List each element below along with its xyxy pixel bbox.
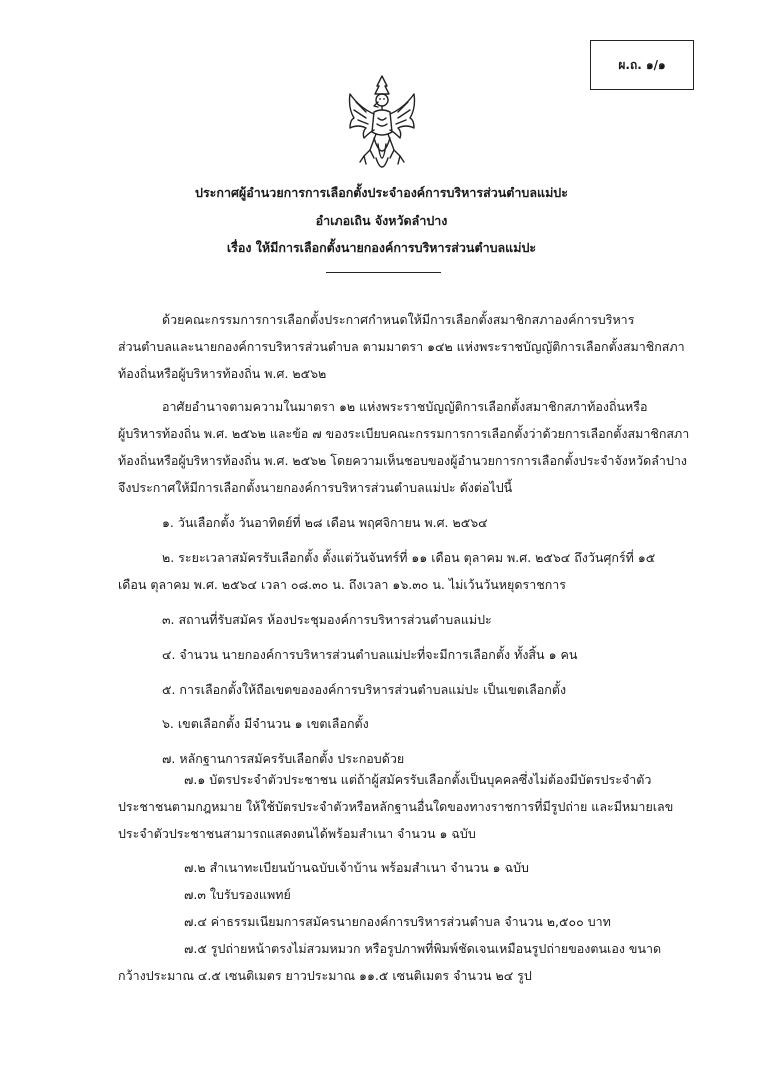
list-subitem: ๗.๕ รูปถ่ายหน้าตรงไม่สวมหมวก หรือรูปภาพที่พิมพ์ชัดเจนเหมือนรูปถ่ายของตนเอง ขนาด (184, 941, 662, 956)
list-item: ๒. ระยะเวลาสมัครรับเลือกตั้ง ตั้งแต่วันจันทร์ที่ ๑๑ เดือน ตุลาคม พ.ศ. ๒๕๖๔ ถึงวันศุกร์ที่ ๑๕ (162, 550, 656, 565)
list-item: ๕. การเลือกตั้งให้ถือเขตขององค์การบริหารส่วนตำบลแม่ปะ เป็นเขตเลือกตั้ง (162, 682, 567, 697)
list-subitem: ๗.๑ บัตรประจำตัวประชาชน แต่ถ้าผู้สมัครรับเลือกตั้งเป็นบุคคลซึ่งไม่ต้องมีบัตรประจำตัว (184, 772, 652, 787)
list-subitem: ๗.๓ ใบรับรองแพทย์ (184, 887, 291, 902)
body-line: อาศัยอำนาจตามความในมาตรา ๑๒ แห่งพระราชบัญญัติการเลือกตั้งสมาชิกสภาท้องถิ่นหรือ (162, 399, 648, 414)
announcement-location: อำเภอเถิน จังหวัดลำปาง (315, 213, 448, 228)
list-subitem: ๗.๒ สำเนาทะเบียนบ้านฉบับเจ้าบ้าน พร้อมสำเนา จำนวน ๑ ฉบับ (184, 860, 529, 875)
body-line: กว้างประมาณ ๔.๕ เซนติเมตร ยาวประมาณ ๑๑.๕ เซนติเมตร จำนวน ๒๔ รูป (118, 968, 532, 983)
body-line: เดือน ตุลาคม พ.ศ. ๒๕๖๔ เวลา ๐๘.๓๐ น. ถึงเวลา ๑๖.๓๐ น. ไม่เว้นวันหยุดราชการ (118, 577, 567, 592)
list-item: ๗. หลักฐานการสมัครรับเลือกตั้ง ประกอบด้วย (162, 751, 405, 766)
list-item: ๑. วันเลือกตั้ง วันอาทิตย์ที่ ๒๘ เดือน พฤศจิกายน พ.ศ. ๒๕๖๔ (162, 515, 488, 530)
announcement-subject: เรื่อง ให้มีการเลือกตั้งนายกองค์การบริหารส่วนตำบลแม่ปะ (226, 240, 537, 255)
body-line: ท้องถิ่นหรือผู้บริหารท้องถิ่น พ.ศ. ๒๕๖๒ (118, 366, 327, 381)
list-item: ๖. เขตเลือกตั้ง มีจำนวน ๑ เขตเลือกตั้ง (162, 716, 369, 731)
body-line: ท้องถิ่นหรือผู้บริหารท้องถิ่น พ.ศ. ๒๕๖๒ โดยความเห็นชอบของผู้อำนวยการการเลือกตั้งประจำจังหวัดลำปาง (118, 453, 688, 468)
list-item: ๓. สถานที่รับสมัคร ห้องประชุมองค์การบริหารส่วนตำบลแม่ปะ (162, 612, 492, 627)
body-line: ผู้บริหารท้องถิ่น พ.ศ. ๒๕๖๒ และข้อ ๗ ของระเบียบคณะกรรมการการเลือกตั้งว่าด้วยการเลือกตั้งสมาชิกสภา (118, 426, 690, 441)
body-line: ด้วยคณะกรรมการการเลือกตั้งประกาศกำหนดให้มีการเลือกตั้งสมาชิกสภาองค์การบริหาร (162, 312, 635, 327)
list-item: ๔. จำนวน นายกองค์การบริหารส่วนตำบลแม่ปะที่จะมีการเลือกตั้ง ทั้งสิ้น ๑ คน (162, 647, 578, 662)
announcement-title: ประกาศผู้อำนวยการการเลือกตั้งประจำองค์การบริหารส่วนตำบลแม่ปะ (195, 185, 568, 200)
body-line: จึงประกาศให้มีการเลือกตั้งนายกองค์การบริหารส่วนตำบลแม่ปะ ดังต่อไปนี้ (118, 480, 513, 495)
body-line: ส่วนตำบลและนายกองค์การบริหารส่วนตำบล ตามมาตรา ๑๔๒ แห่งพระราชบัญญัติการเลือกตั้งสมาชิกสภา (118, 339, 685, 354)
list-subitem: ๗.๔ ค่าธรรมเนียมการสมัครนายกองค์การบริหารส่วนตำบล จำนวน ๒,๕๐๐ บาท (184, 914, 611, 929)
body-line: ประชาชนตามกฎหมาย ให้ใช้บัตรประจำตัวหรือหลักฐานอื่นใดของทางราชการที่มีรูปถ่าย และมีหมายเลข (118, 799, 674, 814)
form-code-label: ผ.ถ. ๑/๑ (618, 57, 666, 72)
body-line: ประจำตัวประชาชนสามารถแสดงตนได้พร้อมสำเนา จำนวน ๑ ฉบับ (118, 826, 476, 841)
